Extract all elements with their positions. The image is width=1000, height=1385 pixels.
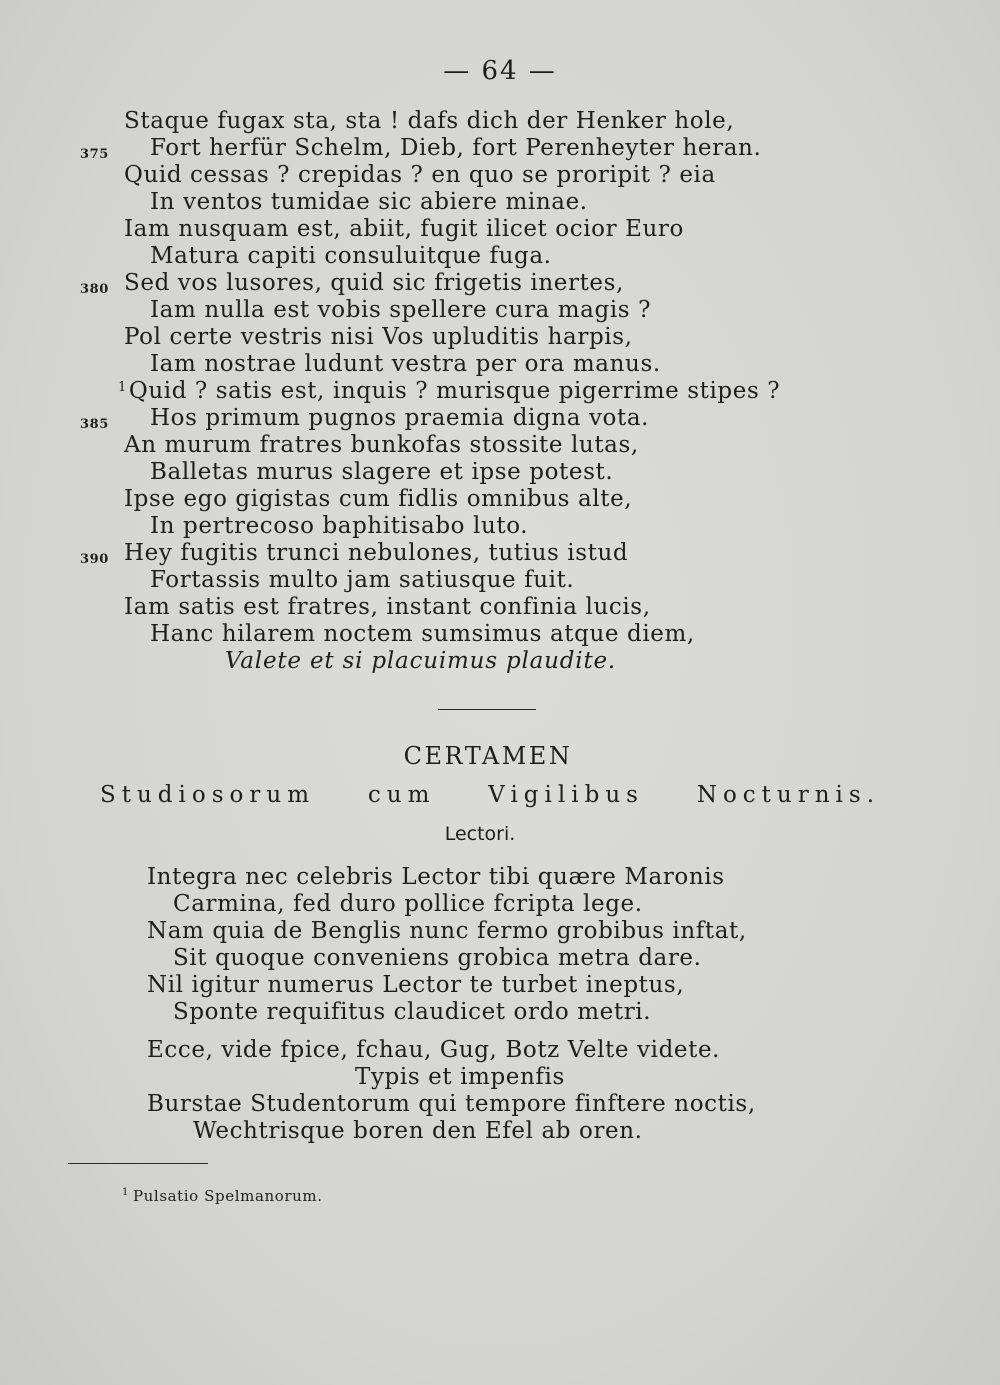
verse-text: Sed vos lusores, quid sic frigetis inertes, [124, 270, 624, 296]
verse-line [0, 621, 1000, 648]
dedication-heading: Lectori. [444, 823, 516, 845]
verse-text: Hanc hilarem noctem sumsimus atque diem, [150, 621, 695, 647]
verse-text: Staque fugax sta, sta ! dafs dich der Henker hole, [124, 108, 735, 134]
verse-line [0, 540, 1000, 567]
verse-line [0, 189, 1000, 216]
line-number: 390 [80, 552, 109, 567]
verse-text: Ecce, vide fpice, fchau, Gug, Botz Velte videte. [147, 1037, 721, 1063]
footnote-divider [68, 1163, 208, 1164]
verse-text: Fort herfür Schelm, Dieb, fort Perenheyter heran. [150, 135, 762, 161]
poem-block [0, 108, 1000, 675]
verse-line [0, 513, 1000, 540]
verse-line [0, 162, 1000, 189]
verse-line [0, 216, 1000, 243]
verse-text: Matura capiti consuluitque fuga. [150, 243, 552, 269]
line-number: 375 [80, 147, 109, 162]
section-title-text: CERTAMEN [403, 742, 573, 770]
verse-text: An murum fratres bunkofas stossite lutas, [124, 432, 639, 458]
imprint-block [0, 1037, 1000, 1145]
closing-text: Valete et si placuimus plaudite. [225, 648, 617, 674]
verse-text: Pol certe vestris nisi Vos upluditis harpis, [124, 324, 633, 350]
closing-line [0, 648, 1000, 675]
verse-text: Ipse ego gigistas cum fidlis omnibus alte, [124, 486, 633, 512]
dedication-poem [0, 864, 1000, 1026]
verse-text: Iam nostrae ludunt vestra per ora manus. [150, 351, 661, 377]
verse-text: Quid ? satis est, inquis ? murisque pigerrime stipes ? [128, 378, 781, 404]
verse-text: Fortassis multo jam satiusque fuit. [150, 567, 575, 593]
verse-line [0, 1091, 1000, 1118]
subtitle-word: cum [367, 782, 436, 808]
verse-text: Quid cessas ? crepidas ? en quo se proripit ? eia [124, 162, 716, 188]
verse-text: Hos primum pugnos praemia digna vota. [150, 405, 650, 431]
verse-line [0, 378, 1000, 405]
footnote-number: 1 [122, 1187, 129, 1198]
verse-line [0, 567, 1000, 594]
verse-line [0, 108, 1000, 135]
verse-text: Sit quoque conveniens grobica metra dare. [173, 945, 702, 971]
verse-line [0, 270, 1000, 297]
footnote-text: Pulsatio Spelmanorum. [132, 1187, 323, 1205]
line-number: 380 [80, 282, 109, 297]
subtitle-word: Studiosorum [100, 782, 316, 808]
verse-line [0, 972, 1000, 999]
subtitle-word: Vigilibus [488, 782, 644, 808]
verse-line [0, 324, 1000, 351]
line-number: 385 [80, 417, 109, 432]
verse-text: Carmina, fed duro pollice fcripta lege. [173, 891, 643, 917]
section-divider [438, 709, 536, 710]
verse-text: Sponte requifitus claudicet ordo metri. [173, 999, 652, 1025]
verse-line [0, 594, 1000, 621]
subtitle-word: Nocturnis. [696, 782, 880, 808]
verse-line [0, 432, 1000, 459]
verse-text-with-footnote-mark [118, 378, 780, 408]
verse-text: Burstae Studentorum qui tempore finftere noctis, [147, 1091, 756, 1117]
verse-line [0, 486, 1000, 513]
verse-line [0, 945, 1000, 972]
section-title [0, 742, 1000, 770]
verse-text: Iam satis est fratres, instant confinia lucis, [124, 594, 651, 620]
verse-line [0, 297, 1000, 324]
verse-text: Iam nusquam est, abiit, fugit ilicet ocior Euro [124, 216, 684, 242]
verse-line [0, 405, 1000, 432]
verse-text: Balletas murus slagere et ipse potest. [150, 459, 614, 485]
footnote [122, 1187, 323, 1205]
verse-line [0, 1064, 1000, 1091]
verse-text: Integra nec celebris Lector tibi quære Maronis [147, 864, 725, 890]
verse-line [0, 135, 1000, 162]
section-subtitle [100, 782, 880, 808]
verse-text: Nam quia de Benglis nunc fermo grobibus inftat, [147, 918, 747, 944]
verse-text: Wechtrisque boren den Efel ab oren. [193, 1118, 643, 1144]
verse-line [0, 459, 1000, 486]
verse-line [0, 891, 1000, 918]
verse-line [0, 1037, 1000, 1064]
verse-line [0, 351, 1000, 378]
page-number: — 64 — [443, 56, 557, 86]
verse-line [0, 999, 1000, 1026]
verse-text: In pertrecoso baphitisabo luto. [150, 513, 529, 539]
verse-text: Typis et impenfis [355, 1064, 565, 1090]
verse-line [0, 1118, 1000, 1145]
verse-text: Nil igitur numerus Lector te turbet ineptus, [147, 972, 685, 998]
verse-text: Iam nulla est vobis spellere cura magis ? [150, 297, 652, 323]
verse-line [0, 864, 1000, 891]
footnote-mark: 1 [118, 380, 127, 395]
verse-text: Hey fugitis trunci nebulones, tutius istud [124, 540, 629, 566]
verse-line [0, 243, 1000, 270]
verse-line [0, 918, 1000, 945]
verse-text: In ventos tumidae sic abiere minae. [150, 189, 588, 215]
